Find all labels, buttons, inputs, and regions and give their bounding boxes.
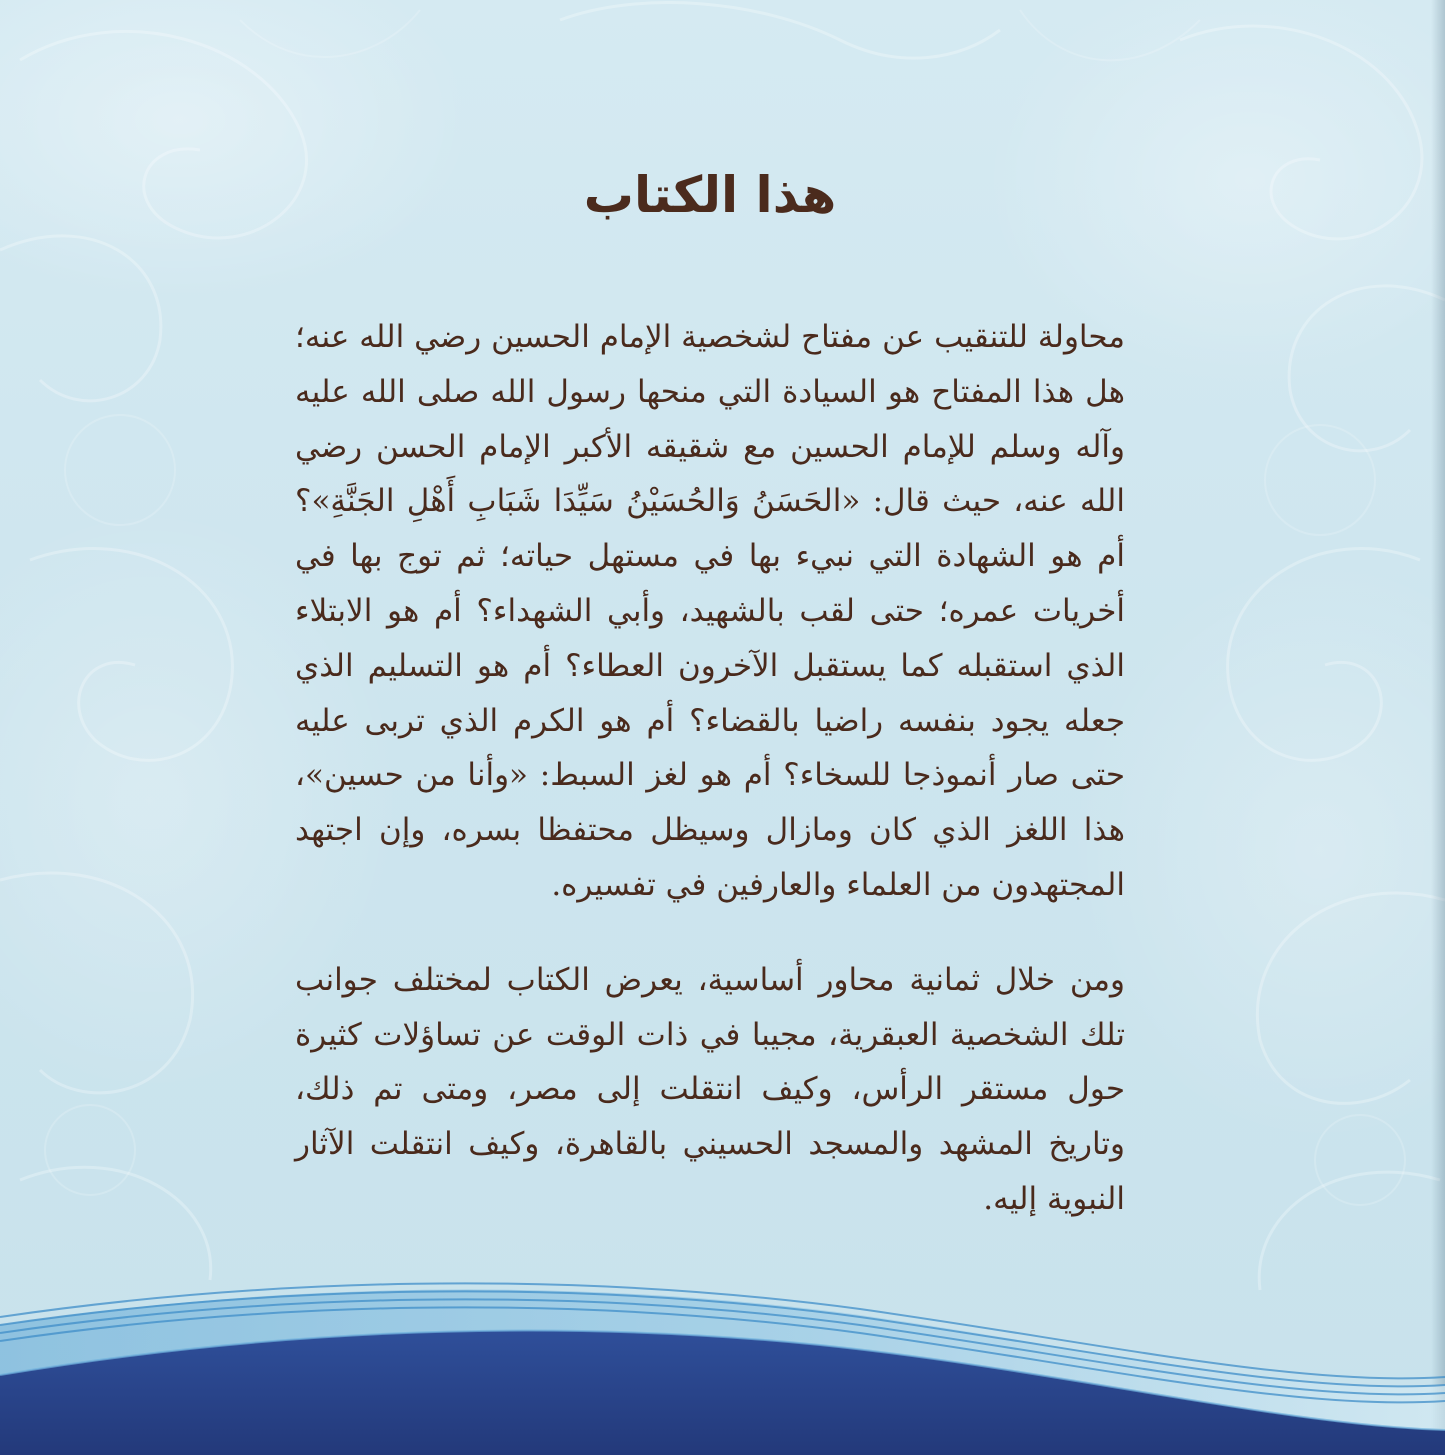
blurb-paragraph-2: ومن خلال ثمانية محاور أساسية، يعرض الكتاب لمختلف جوانب تلك الشخصية العبقرية، مجيبا في ذات الوقت عن تساؤلات كثيرة حول مستقر الرأس، وكيف انتقلت إلى مصر، ومتى تم ذلك، وتاريخ المشهد والمسجد الحسيني بالقاهرة، وكيف انتقلت الآثار النبوية إليه. (295, 961, 1125, 1217)
blurb-content (295, 160, 1125, 1227)
blurb-paragraph-1: محاولة للتنقيب عن مفتاح لشخصية الإمام الحسين رضي الله عنه؛ هل هذا المفتاح هو السيادة التي منحها رسول الله صلى الله عليه وآله وسلم للإمام الحسين مع شقيقه الأكبر الإمام الحسن رضي الله عنه، حيث قال: «الحَسَنُ وَالحُسَيْنُ سَيِّدَا شَبَابِ أَهْلِ الجَنَّةِ»؟ أم هو الشهادة التي نبيء بها في مستهل حياته؛ ثم توج بها في أخريات عمره؛ حتى لقب بالشهيد، وأبي الشهداء؟ أم هو الابتلاء الذي استقبله كما يستقبل الآخرون العطاء؟ أم هو التسليم الذي جعله يجود بنفسه راضيا بالقضاء؟ أم هو الكرم الذي تربى عليه حتى صار أنموذجا للسخاء؟ أم هو لغز السبط: «وأنا من حسين»، هذا اللغز الذي كان ومازال وسيظل محتفظا بسره، وإن اجتهد المجتهدون من العلماء والعارفين في تفسيره. (295, 319, 1125, 903)
spine-edge-shadow (1431, 0, 1445, 1455)
decorative-wave-band (0, 1255, 1445, 1455)
page-title: هذا الكتاب (583, 166, 837, 224)
